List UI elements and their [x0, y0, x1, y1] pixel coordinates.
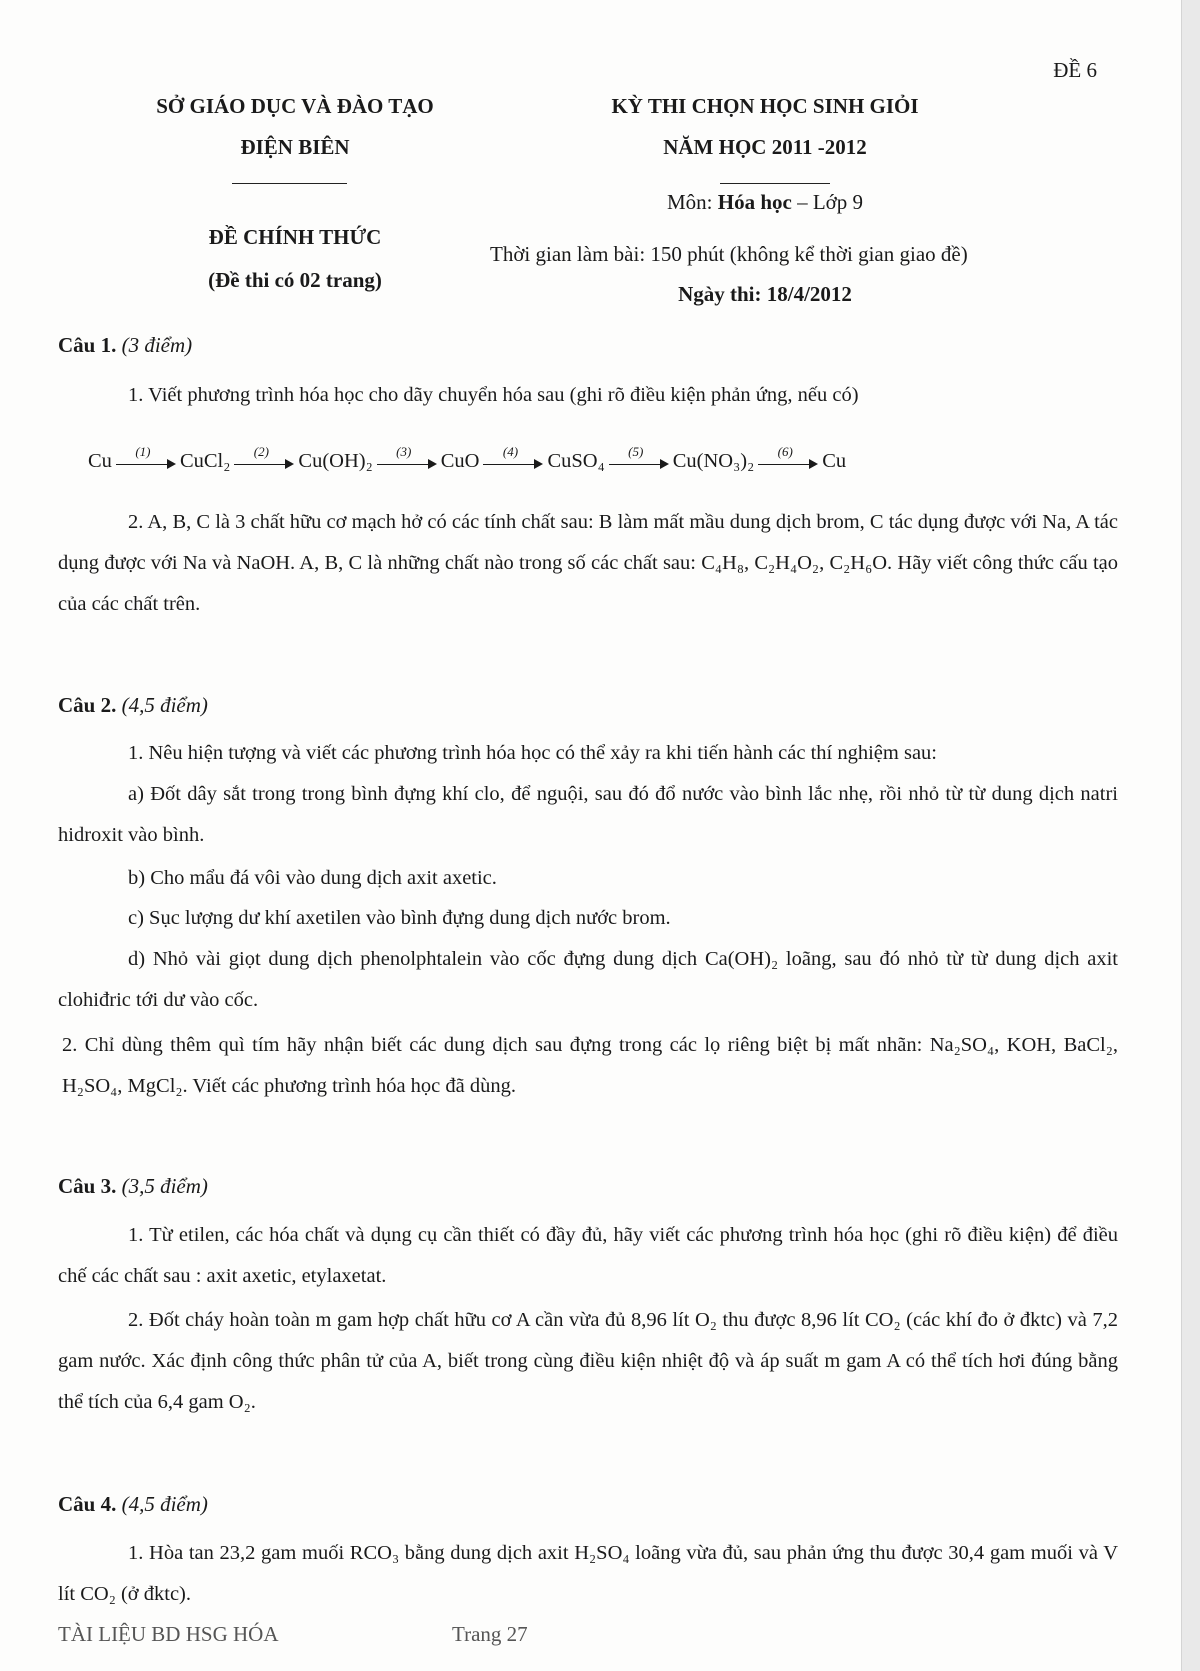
left-header-divider [232, 183, 347, 184]
chain-step-1: (1) [135, 443, 151, 459]
chain-arrow-3 [377, 443, 437, 472]
right-header-divider [720, 183, 830, 184]
question-2-item-d: d) Nhỏ vài giọt dung dịch phenolphtalein vào cốc đựng dung dịch Ca(OH)₂ loãng, sau đó nhỏ từ từ dung dịch axit clohiđric tới dư vào cốc. [58, 948, 1118, 1011]
chain-arrow-6 [758, 443, 818, 472]
question-2-points: (4,5 điểm) [121, 693, 208, 717]
chain-substance-cuoh2: Cu(OH)₂ [298, 450, 373, 472]
question-1-part-1: 1. Viết phương trình hóa học cho dãy chuyển hóa sau (ghi rõ điều kiện phản ứng, nếu có) [128, 384, 859, 406]
exam-date: Ngày thi: 18/4/2012 [678, 282, 852, 306]
question-1-points: (3 điểm) [121, 333, 193, 357]
page-number: Trang 27 [452, 1622, 528, 1646]
question-3-part-1: 1. Từ etilen, các hóa chất và dụng cụ cần thiết có đầy đủ, hãy viết các phương trình hóa học (ghi rõ điều kiện) để điều chế các chất sau : axit axetic, etylaxetat. [58, 1224, 1118, 1287]
question-2-item-b: b) Cho mẩu đá vôi vào dung dịch axit axetic. [128, 867, 497, 889]
question-2-part-2: 2. Chỉ dùng thêm quì tím hãy nhận biết các dung dịch sau đựng trong các lọ riêng biệt bị mất nhãn: Na₂SO₄, KOH, BaCl₂, H₂SO₄, MgCl₂. Viết các phương trình hóa học đã dùng. [62, 1034, 1118, 1097]
question-2-item-c: c) Sục lượng dư khí axetilen vào bình đựng dung dịch nước brom. [128, 907, 671, 929]
vertical-scrollbar[interactable] [1181, 0, 1200, 1671]
department-name: SỞ GIÁO DỤC VÀ ĐÀO TẠO [156, 94, 434, 118]
question-3-part-2: 2. Đốt cháy hoàn toàn m gam hợp chất hữu cơ A cần vừa đủ 8,96 lít O₂ thu được 8,96 lít CO₂ (các khí đo ở đktc) và 7,2 gam nước. Xác định công thức phân tử của A, biết trong cùng điều kiện nhiệt độ và áp suất m gam A có thể tích hơi đúng bằng thể tích của 6,4 gam O₂. [58, 1309, 1118, 1413]
province-name: ĐIỆN BIÊN [240, 135, 350, 159]
question-1-part-2: 2. A, B, C là 3 chất hữu cơ mạch hở có các tính chất sau: B làm mất mầu dung dịch brom, C tác dụng được với Na, A tác dụng được với Na và NaOH. A, B, C là những chất nào trong số các chất sau: C₄H₈, C₂H₄O₂, C₂H₆O. Hãy viết công thức cấu tạo của các chất trên. [58, 511, 1118, 615]
exam-code: ĐỀ 6 [1053, 58, 1097, 82]
question-3-title [58, 1174, 208, 1199]
chain-arrow-4 [483, 443, 543, 472]
question-2-part-1: 1. Nêu hiện tượng và viết các phương trình hóa học có thể xảy ra khi tiến hành các thí nghiệm sau: [128, 742, 937, 764]
question-4-label: Câu 4. [58, 1492, 117, 1516]
page-count-note: (Đề thi có 02 trang) [208, 268, 382, 292]
question-1-title [58, 333, 192, 358]
question-1-label: Câu 1. [58, 333, 117, 357]
question-4-part-1: 1. Hòa tan 23,2 gam muối RCO₃ bằng dung dịch axit H₂SO₄ loãng vừa đủ, sau phản ứng thu được 30,4 gam muối và V lít CO₂ (ở đktc). [58, 1542, 1118, 1605]
question-2-item-a: a) Đốt dây sắt trong trong bình đựng khí clo, để nguội, sau đó đổ nước vào bình lắc nhẹ, rồi nhỏ từ từ dung dịch natri hidroxit vào bình. [58, 783, 1118, 846]
chain-step-2: (2) [253, 443, 269, 459]
chain-arrow-1 [116, 443, 176, 472]
chain-substance-cuso4: CuSO₄ [547, 450, 605, 472]
chain-substance-cu: Cu [88, 450, 112, 472]
question-3-points: (3,5 điểm) [121, 1174, 208, 1198]
subject-grade: – Lớp 9 [791, 190, 864, 214]
chain-step-4: (4) [502, 443, 519, 459]
question-4-points: (4,5 điểm) [121, 1492, 208, 1516]
chain-arrow-2 [234, 443, 294, 472]
exam-name: KỲ THI CHỌN HỌC SINH GIỎI [611, 94, 919, 118]
chain-substance-cuo: CuO [440, 450, 480, 472]
question-4-title [58, 1492, 208, 1517]
chain-step-5: (5) [628, 443, 644, 459]
chain-step-6: (6) [777, 443, 793, 459]
question-3-label: Câu 3. [58, 1174, 117, 1198]
time-allowed: Thời gian làm bài: 150 phút (không kể thời gian giao đề) [490, 242, 968, 266]
question-2-label: Câu 2. [58, 693, 117, 717]
chain-substance-cuno32: Cu(NO₃)₂ [672, 450, 755, 472]
subject-prefix: Môn: [666, 190, 718, 214]
subject-name: Hóa học [717, 190, 792, 214]
school-year: NĂM HỌC 2011 -2012 [663, 135, 867, 159]
conversion-chain [88, 443, 847, 473]
chain-substance-cucl2: CuCl₂ [179, 450, 231, 472]
question-2-title [58, 693, 208, 718]
chain-arrow-5 [609, 443, 669, 472]
chain-substance-cu-final: Cu [822, 450, 847, 472]
footer-title: TÀI LIỆU BD HSG HÓA [58, 1622, 279, 1646]
chain-step-3: (3) [396, 443, 412, 459]
official-label: ĐỀ CHÍNH THỨC [208, 225, 382, 249]
subject-line [555, 190, 975, 215]
